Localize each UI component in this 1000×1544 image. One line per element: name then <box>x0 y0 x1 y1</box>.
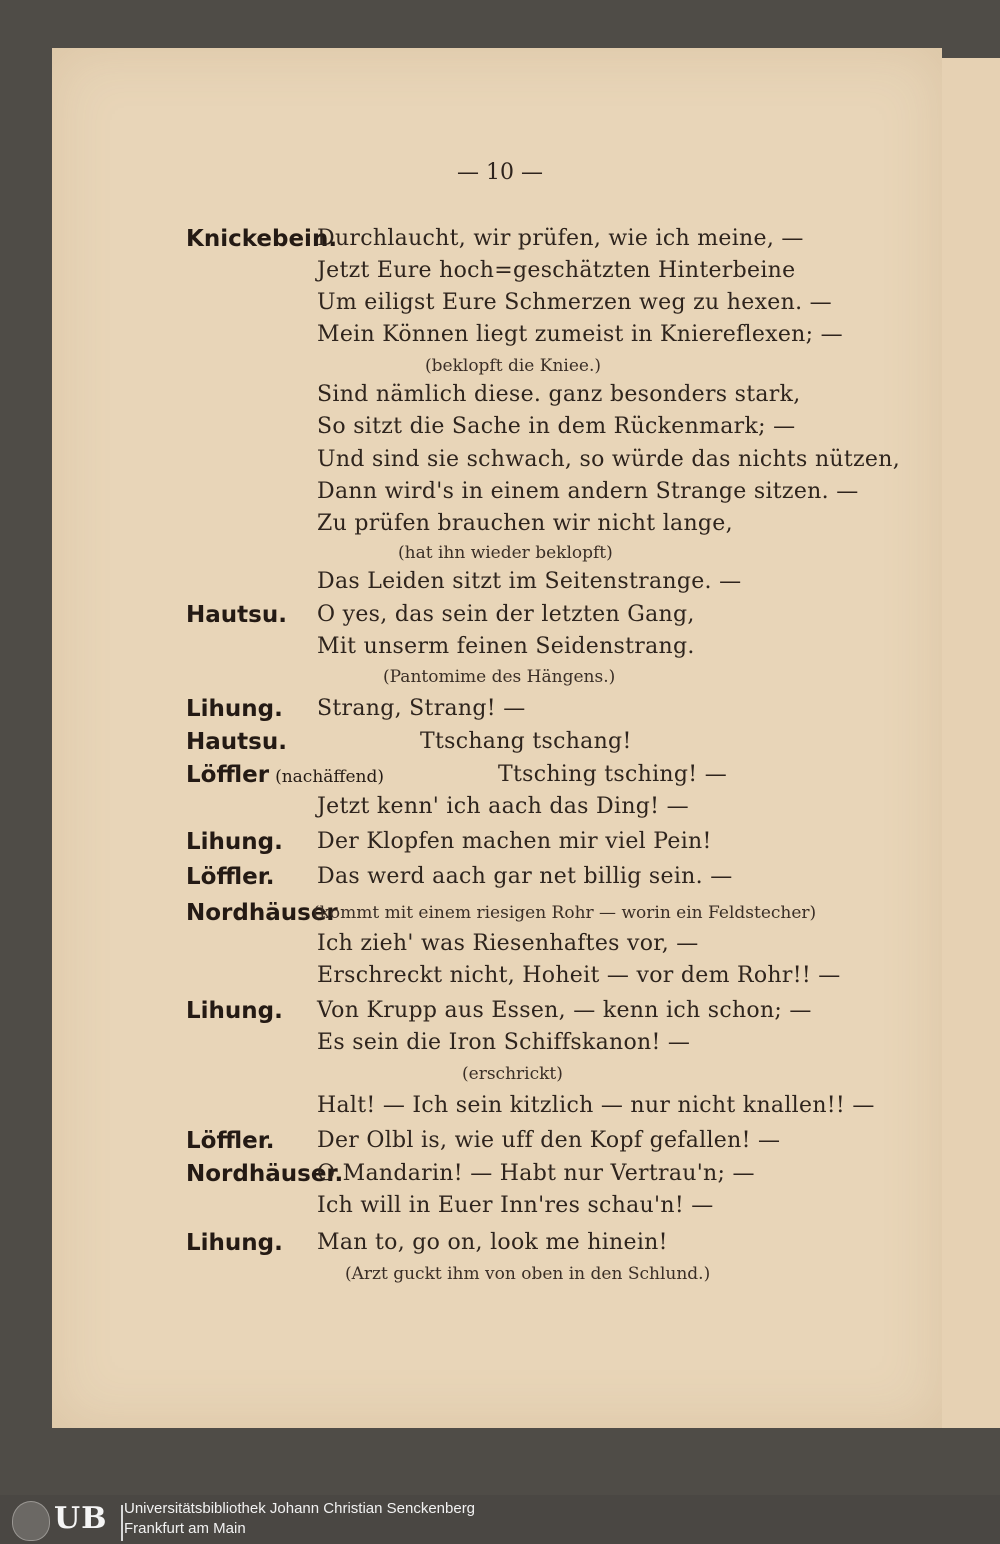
stage-direction: (Arzt guckt ihm von oben in den Schlund.) <box>345 1264 711 1284</box>
verse-line: Jetzt Eure hoch=geschätzten Hinterbeine <box>317 258 796 283</box>
speaker-label <box>186 762 384 788</box>
verse-line: Jetzt kenn' ich aach das Ding! — <box>317 794 689 819</box>
speaker-label: Lihung. <box>186 1230 283 1256</box>
speaker-label: Hautsu. <box>186 602 287 628</box>
speaker-label: Nordhäuser <box>186 900 338 926</box>
speaker-label: Lihung. <box>186 998 283 1024</box>
portrait-icon <box>12 1501 50 1541</box>
verse-line: Der Klopfen machen mir viel Pein! <box>317 829 712 854</box>
page-number: — 10 — <box>457 160 543 185</box>
verse-line: O yes, das sein der letzten Gang, <box>317 602 695 627</box>
verse-line: Durchlaucht, wir prüfen, wie ich meine, — <box>317 226 804 251</box>
verse-line: Halt! — Ich sein kitzlich — nur nicht knallen!! — <box>317 1093 875 1118</box>
speaker-label: Knickebein. <box>186 226 338 252</box>
speaker-label: Nordhäuser. <box>186 1161 344 1187</box>
stage-direction: (kommt mit einem riesigen Rohr — worin ein Feldstecher) <box>313 903 817 923</box>
verse-line: Das werd aach gar net billig sein. — <box>317 864 733 889</box>
verse-line: Um eiligst Eure Schmerzen weg zu hexen. — <box>317 290 832 315</box>
verse-line: Ttschang tschang! <box>420 729 632 754</box>
logo-text: UB <box>54 1501 108 1536</box>
footer-institution: Universitätsbibliothek Johann Christian Senckenberg <box>124 1500 476 1517</box>
verse-line: Das Leiden sitzt im Seitenstrange. — <box>317 569 742 594</box>
verse-line: Mit unserm feinen Seidenstrang. <box>317 634 695 659</box>
verse-line: So sitzt die Sache in dem Rückenmark; — <box>317 414 796 439</box>
verse-line: Mein Können liegt zumeist in Kniereflexen; — <box>317 322 843 347</box>
verse-line: Der Olbl is, wie uff den Kopf gefallen! — <box>317 1128 781 1153</box>
speaker-label: Hautsu. <box>186 729 287 755</box>
speaker-label: Löffler. <box>186 1128 275 1154</box>
verse-line: Ttsching tsching! — <box>498 762 728 787</box>
speaker-label: Löffler. <box>186 864 275 890</box>
verse-line: Erschreckt nicht, Hoheit — vor dem Rohr!! — <box>317 963 841 988</box>
stage-direction: (hat ihn wieder beklopft) <box>398 543 613 563</box>
verse-line: Zu prüfen brauchen wir nicht lange, <box>317 511 733 536</box>
library-footer <box>0 1495 1000 1544</box>
verse-line: Und sind sie schwach, so würde das nichts nützen, <box>317 447 900 472</box>
inline-stage-direction: (nachäffend) <box>275 767 385 787</box>
stage-direction: (beklopft die Kniee.) <box>425 356 601 376</box>
library-logo[interactable] <box>8 1499 118 1539</box>
speaker-label: Lihung. <box>186 829 283 855</box>
verse-line: Ich zieh' was Riesenhaftes vor, — <box>317 931 699 956</box>
verse-line: Sind nämlich diese. ganz besonders stark, <box>317 382 801 407</box>
stage-direction: (Pantomime des Hängens.) <box>383 667 616 687</box>
stage-direction: (erschrickt) <box>462 1064 563 1084</box>
footer-city: Frankfurt am Main <box>124 1520 246 1537</box>
verse-line: Man to, go on, look me hinein! <box>317 1230 668 1255</box>
logo-divider <box>121 1505 123 1541</box>
verse-line: Ich will in Euer Inn'res schau'n! — <box>317 1193 714 1218</box>
speaker-name: Löffler <box>186 762 270 788</box>
verse-line: O Mandarin! — Habt nur Vertrau'n; — <box>317 1161 755 1186</box>
verse-line: Es sein die Iron Schiffskanon! — <box>317 1030 691 1055</box>
verse-line: Von Krupp aus Essen, — kenn ich schon; — <box>317 998 812 1023</box>
verse-line: Strang, Strang! — <box>317 696 526 721</box>
speaker-label: Lihung. <box>186 696 283 722</box>
verse-line: Dann wird's in einem andern Strange sitzen. — <box>317 479 859 504</box>
